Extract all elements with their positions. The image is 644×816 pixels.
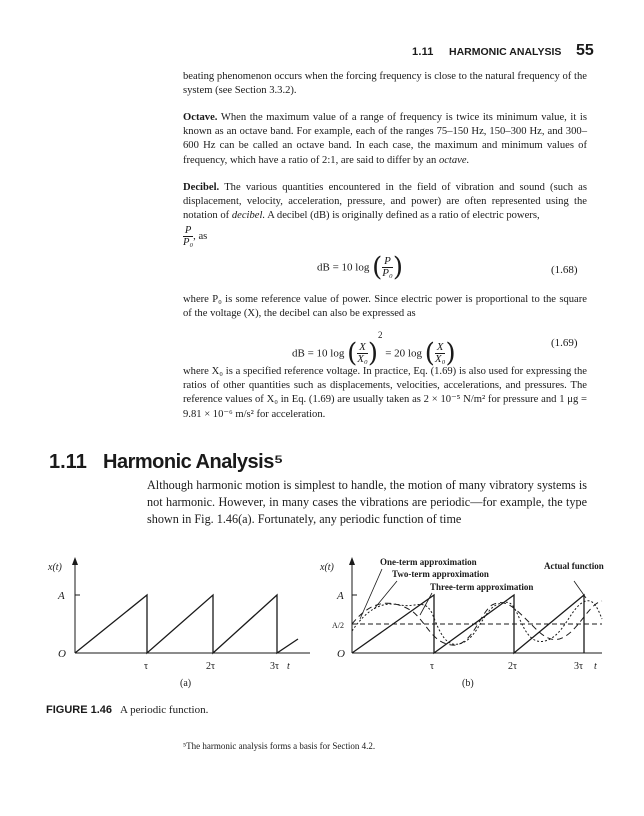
octave-body: When the maximum value of a range of frequency is twice its minimum value, it is known as an octave band. For example, each of the ranges 75–150 Hz, 150–300 Hz, and 300–600 Hz can be called an octave band. In each case, the maximum and minimum values of frequency, which have a ratio of 2:1, are said to differ by an [183, 112, 587, 166]
fig-b-one-term-label: One-term approximation [380, 557, 477, 567]
after-eq168-text: where P₀ is some reference value of power. Since electric power is proportional to the square of the voltage (X), the decibel can also be expressed as [183, 294, 587, 320]
eq169-den-1: X₀ [357, 352, 368, 365]
eq169-right-paren-1: ) [367, 338, 378, 369]
fig-b-two-term-pointer [374, 581, 397, 609]
fig-b-t-label: t [594, 661, 597, 672]
fig-a-ylabel: x(t) [48, 562, 62, 573]
decibel-as: , as [193, 230, 208, 242]
octave-paragraph [183, 111, 587, 168]
fig-a-label-O: O [58, 648, 66, 660]
fig-b-one-term-pointer [360, 569, 382, 619]
fig-b-label-A: A [337, 590, 344, 602]
octave-term: Octave. [183, 112, 218, 123]
eq169-left-paren-1: ( [347, 338, 358, 369]
fig-a-tick-2: 2τ [206, 661, 216, 672]
eq169-mid: = 20 log [385, 347, 422, 360]
equation-1-68 [317, 252, 403, 283]
paragraph-after-eq169 [183, 365, 587, 422]
decibel-body-2: A decibel (dB) is originally defined as a ratio of electric powers, [267, 210, 540, 222]
fig-b-two-term-label: Two-term approximation [392, 569, 489, 579]
fig-a-y-arrow [72, 557, 78, 565]
page-number: 55 [576, 42, 594, 59]
eq169-lhs: dB = 10 log [292, 347, 345, 360]
section-number: 1.11 [49, 451, 87, 473]
fig-b-actual-label: Actual function [544, 561, 604, 571]
fig-a-sawtooth [75, 595, 298, 653]
eq169-num-1: X [359, 340, 366, 353]
fig-b-ylabel: x(t) [320, 562, 334, 573]
eq169-right-paren-2: ) [445, 338, 456, 369]
fig-a-tick-3: 3τ [270, 661, 280, 672]
figure-caption [46, 704, 208, 716]
fig-b-panel-label: (b) [462, 678, 474, 689]
after-eq169-text: where X₀ is a specified reference voltage. In practice, Eq. (1.69) is also used for expressing the ratios of other quantities such as displacements, velocities, accelerations, and pressures. The reference values of X₀ in Eq. (1.69) are usually taken as 2 × 10⁻⁵ N/m² for pressure and 1 μg = 9.81 × 10⁻⁶ m/s² for acceleration. [183, 366, 587, 420]
eq168-right-paren: ) [392, 252, 403, 283]
eq169-num-2: X [436, 340, 444, 353]
figure-caption-text: A periodic function. [120, 704, 209, 716]
frac-den-p0: P₀ [183, 237, 194, 248]
decibel-term: Decibel. [183, 182, 220, 193]
fig-b-tick-3: 3τ [574, 661, 584, 672]
section-body [147, 477, 587, 528]
fig-a-tick-1: τ [144, 661, 149, 672]
figure-1-46b [312, 553, 612, 693]
eq168-den: P₀ [382, 267, 393, 279]
running-header-title: HARMONIC ANALYSIS [449, 46, 562, 58]
decibel-italic: decibel. [231, 210, 266, 222]
fig-a-panel-label: (a) [180, 678, 192, 689]
frac-num-p: P [184, 225, 192, 236]
eq169-den-2: X₀ [434, 352, 446, 365]
decibel-body: The various quantities encountered in the field of vibration and sound (such as displacement, velocity, acceleration, pressure, and power) are often represented using the notation of [183, 182, 587, 222]
intro-text: beating phenomenon occurs when the forcing frequency is close to the natural frequency of the system (see Section 3.3.2). [183, 71, 587, 97]
decibel-paragraph [183, 181, 587, 224]
fig-b-three-term-label: Three-term approximation [430, 582, 534, 592]
fig-a-label-A: A [58, 590, 65, 602]
eq168-lhs: dB = 10 log [317, 261, 370, 274]
equation-number-1-68: (1.68) [551, 264, 578, 276]
fig-b-tick-1: τ [430, 661, 435, 672]
eq168-num: P [384, 255, 391, 267]
running-header-section-number: 1.11 [412, 46, 434, 58]
fig-b-y-arrow [349, 557, 355, 565]
fig-b-label-half: A/2 [332, 621, 344, 630]
equation-1-69 [292, 330, 456, 369]
paragraph-after-eq168 [183, 293, 587, 321]
fig-b-label-O: O [337, 648, 345, 660]
equation-number-1-69: (1.69) [551, 337, 578, 349]
octave-italic: octave. [438, 154, 470, 166]
eq168-left-paren: ( [372, 252, 383, 283]
intro-paragraph [183, 70, 587, 98]
eq169-exponent: 2 [377, 330, 383, 340]
section-title: Harmonic Analysis⁵ [103, 451, 283, 473]
fig-b-tick-2: 2τ [508, 661, 518, 672]
fig-b-actual-pointer [574, 581, 586, 598]
inline-fraction-p-over-p0 [183, 225, 207, 248]
fig-b-two-term-curve [352, 601, 602, 645]
eq169-left-paren-2: ( [424, 338, 435, 369]
fig-a-t-label: t [287, 661, 290, 672]
section-body-text: Although harmonic motion is simplest to handle, the motion of many vibratory systems is not harmonic. However, in many cases the vibrations are periodic—for example, the type shown in Fig. 1.46(a). Fortunately, any periodic function of time [147, 478, 587, 526]
figure-1-46a [40, 553, 320, 693]
footnote: ⁵The harmonic analysis forms a basis for Section 4.2. [183, 741, 376, 751]
figure-caption-label: FIGURE 1.46 [46, 704, 113, 716]
